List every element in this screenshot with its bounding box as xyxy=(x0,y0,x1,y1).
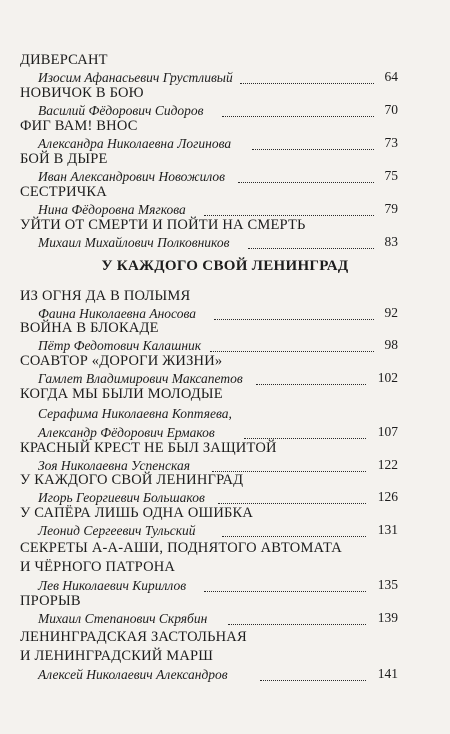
toc-entry-title: УЙТИ ОТ СМЕРТИ И ПОЙТИ НА СМЕРТЬ xyxy=(20,217,306,233)
toc-entry-author: Нина Фёдоровна Мягкова xyxy=(38,202,186,217)
toc-entry-title: ПРОРЫВ xyxy=(20,593,81,609)
toc-entry-author: Лев Николаевич Кириллов xyxy=(38,578,187,593)
toc-entry-author: Александра Николаевна Логинова xyxy=(38,136,232,151)
toc-entry-author: Иван Александрович Новожилов xyxy=(38,169,226,184)
dot-leader xyxy=(256,384,366,385)
toc-entry-title: КРАСНЫЙ КРЕСТ НЕ БЫЛ ЗАЩИТОЙ xyxy=(20,440,277,456)
toc-entry-title: СОАВТОР «ДОРОГИ ЖИЗНИ» xyxy=(20,353,223,369)
section-heading: У КАЖДОГО СВОЙ ЛЕНИНГРАД xyxy=(101,258,349,274)
toc-entry-author: Пётр Федотович Калашник xyxy=(38,338,202,353)
toc-entry-author: Леонид Сергеевич Тульский xyxy=(38,523,196,538)
dot-leader xyxy=(240,83,374,84)
toc-entry-title: И ЧЁРНОГО ПАТРОНА xyxy=(20,559,176,575)
toc-entry-author: Василий Фёдорович Сидоров xyxy=(38,103,204,118)
toc-entry-author: Александр Фёдорович Ермаков xyxy=(38,425,215,440)
dot-leader xyxy=(204,591,366,592)
toc-entry-title: У САПЁРА ЛИШЬ ОДНА ОШИБКА xyxy=(20,505,254,521)
toc-entry-title: ИЗ ОГНЯ ДА В ПОЛЫМЯ xyxy=(20,288,191,304)
toc-entry-title: И ЛЕНИНГРАДСКИЙ МАРШ xyxy=(20,648,214,664)
toc-entry-author: Фаина Николаевна Аносова xyxy=(38,306,196,321)
toc-page-number: 64 xyxy=(384,69,398,84)
toc-entry-title: КОГДА МЫ БЫЛИ МОЛОДЫЕ xyxy=(20,386,223,402)
toc-entry-title: БОЙ В ДЫРЕ xyxy=(20,151,108,167)
toc-entry-author: Михаил Михайлович Полковников xyxy=(38,235,230,250)
toc-page-number: 73 xyxy=(384,135,398,150)
toc-entry-title: НОВИЧОК В БОЮ xyxy=(20,85,144,101)
toc-entry-title: ДИВЕРСАНТ xyxy=(20,52,108,68)
dot-leader xyxy=(244,438,366,439)
dot-leader xyxy=(228,624,366,625)
dot-leader xyxy=(248,248,374,249)
toc-page-number: 122 xyxy=(377,457,398,472)
toc-entry-author: Изосим Афанасьевич Грустливый xyxy=(38,70,233,85)
toc-entry-author: Зоя Николаевна Успенская xyxy=(38,458,190,473)
dot-leader xyxy=(238,182,374,183)
toc-entry-title: ВОЙНА В БЛОКАДЕ xyxy=(20,320,159,336)
dot-leader xyxy=(218,503,366,504)
dot-leader xyxy=(222,116,374,117)
toc-page-number: 141 xyxy=(377,666,398,681)
toc-entry-title: СЕСТРИЧКА xyxy=(20,184,107,200)
toc-entry-author: Гамлет Владимирович Максапетов xyxy=(38,371,243,386)
toc-entry-author: Алексей Николаевич Александров xyxy=(38,667,228,682)
dot-leader xyxy=(204,215,374,216)
toc-entry-title: СЕКРЕТЫ А-А-АШИ, ПОДНЯТОГО АВТОМАТА xyxy=(20,540,342,556)
toc-page-number: 131 xyxy=(377,522,398,537)
toc-page-number: 83 xyxy=(384,234,398,249)
toc-page-number: 79 xyxy=(384,201,398,216)
toc-page-number: 135 xyxy=(377,577,398,592)
toc-page-number: 139 xyxy=(377,610,398,625)
toc-page-number: 70 xyxy=(384,102,398,117)
dot-leader xyxy=(214,319,374,320)
toc-entry-title: ФИГ ВАМ! ВНОС xyxy=(20,118,138,134)
toc-page-number: 102 xyxy=(377,370,398,385)
toc-page-number: 92 xyxy=(384,305,398,320)
toc-entry-title: ЛЕНИНГРАДСКАЯ ЗАСТОЛЬНАЯ xyxy=(20,629,247,645)
dot-leader xyxy=(222,536,366,537)
toc-entry-author: Михаил Степанович Скрябин xyxy=(38,611,208,626)
toc-page-number: 126 xyxy=(377,489,398,504)
toc-page-number: 98 xyxy=(384,337,398,352)
dot-leader xyxy=(210,351,374,352)
dot-leader xyxy=(252,149,374,150)
toc-entry-author: Игорь Георгиевич Большаков xyxy=(38,490,205,505)
dot-leader xyxy=(260,680,366,681)
toc-page-number: 107 xyxy=(377,424,398,439)
toc-page-number: 75 xyxy=(384,168,398,183)
toc-entry-title: У КАЖДОГО СВОЙ ЛЕНИНГРАД xyxy=(20,472,244,488)
toc-entry-author: Серафима Николаевна Коптяева, xyxy=(38,406,232,421)
